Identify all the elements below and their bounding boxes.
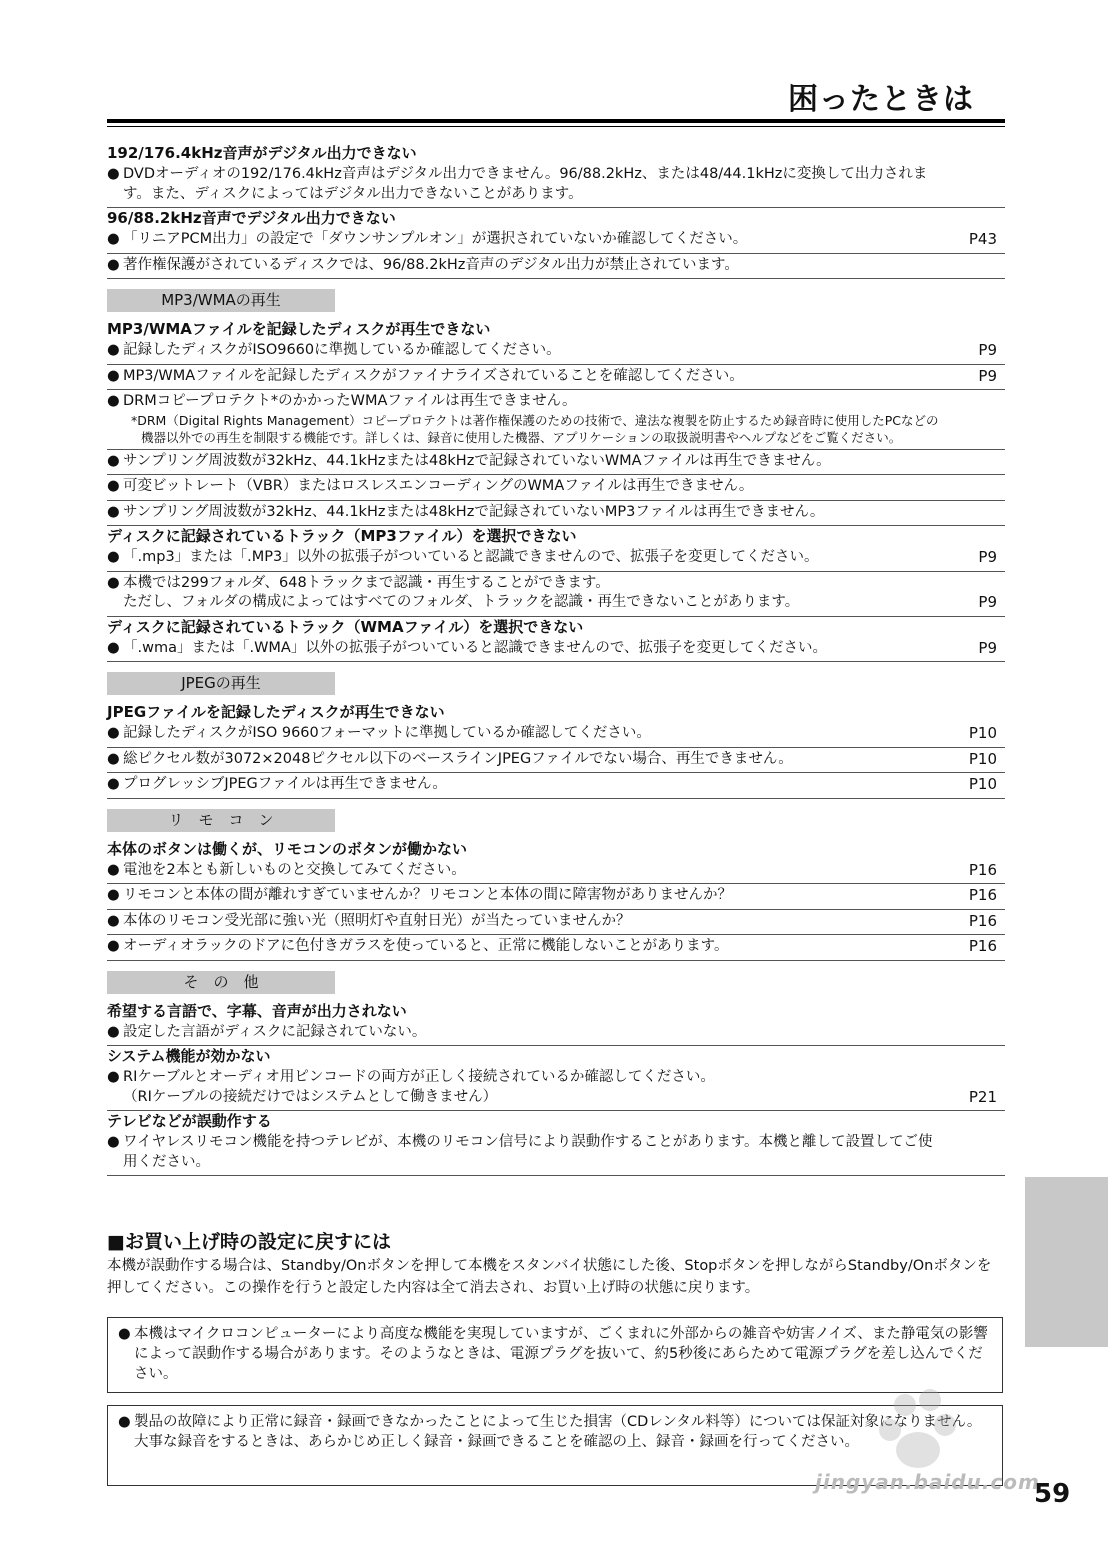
solution-row [107,748,1005,774]
page-reference: P10 [968,775,997,793]
solution-row [107,475,1005,501]
issue-heading: MP3/WMAファイルを記録したディスクが再生できない [107,320,491,338]
bullet-icon: ● [107,231,120,247]
solution-text: 「.wma」または「.WMA」以外の拡張子がついていると認識できませんので、拡張子を変更してください。 [123,639,828,656]
solution-text-block [107,367,947,387]
solution-row [107,501,1005,527]
solution-text: サンプリング周波数が32kHz、44.1kHzまたは48kHzで記録されていないWMAファイルは再生できません。 [123,452,831,469]
bullet-icon: ● [107,912,120,929]
bullet-icon: ● [107,166,120,182]
solution-text: RIケーブルとオーディオ用ピンコードの両方が正しく接続されているか確認してください。 [123,1069,715,1085]
solution-text-block [107,503,947,523]
solution-row [107,773,1005,799]
solution-text: 総ピクセル数が3072×2048ピクセル以下のベースラインJPEGファイルでない場合、再生できません。 [123,750,793,767]
page-title: 困ったときは [788,82,974,117]
solution-row [107,365,1005,391]
solution-text-block [107,861,947,881]
bullet-icon: ● [107,639,120,656]
solution-text: 記録したディスクがISO 9660フォーマットに準拠しているか確認してください。 [123,725,651,741]
solution-text: 本体のリモコン受光部に強い光（照明灯や直射日光）が当たっていませんか？ [123,912,631,929]
bullet-icon: ● [107,393,120,409]
page-reference: P10 [968,724,997,742]
reset-title: ■お買い上げ時の設定に戻すには [107,1231,391,1253]
solution-text: 本機では299フォルダ、648トラックまで認識・再生することができます。 [123,574,610,591]
solution-text: 「リニアPCM出力」の設定で「ダウンサンプルオン」が選択されていないか確認してください。 [123,231,748,247]
solution-row [107,1066,1005,1111]
page-reference: P43 [968,230,997,248]
solution-text-block [107,1023,947,1043]
page-reference: P9 [978,593,997,611]
solution-text: DRMコピープロテクト*のかかったWMAファイルは再生できません。 [123,393,577,409]
reset-body: 本機が誤動作する場合は、Standby/Onボタンを押して本機をスタンバイ状態にした後、Stopボタンを押しながらStandby/Onボタンを押してください。この操作を行うと設定した内容は全て消去され、お買い上げ時の状態に戻ります。 [107,1258,992,1296]
bullet-icon: ● [107,725,120,741]
solution-text-block [107,574,947,613]
bullet-icon: ● [107,549,120,565]
solution-text-block [107,886,947,906]
page-reference: P9 [978,341,997,359]
page-reference: P10 [968,749,997,768]
solution-text-continued: （RIケーブルの接続だけではシステムとして働きません） [123,1088,498,1105]
solution-text-block [107,256,947,276]
solution-text: プログレッシブJPEGファイルは再生できません。 [123,776,447,792]
solution-text: ワイヤレスリモコン機能を持つテレビが、本機のリモコン信号により誤動作することがあります。本機と離して設置してご使用ください。 [123,1134,933,1170]
issue-heading: 192/176.4kHz音声がデジタル出力できない [107,144,417,162]
solution-text: 著作権保護がされているディスクでは、96/88.2kHz音声のデジタル出力が禁止されています。 [123,256,739,273]
bullet-icon: ● [107,256,120,273]
bullet-icon: ● [107,1134,120,1150]
page-reference: P21 [968,1087,997,1106]
solution-text-block [107,937,947,957]
solution-text-block [107,341,947,361]
issue [107,209,1005,279]
solution-text-block [107,724,947,744]
section-label: JPEGの再生 [107,672,335,695]
bullet-icon: ● [107,861,120,878]
footnote: *DRM（Digital Rights Management）コピープロテクトは著作権保護のための技術で、違法な複製を防止するため録音時に使用したPCなどの機器以外での再生を制限する機能です。詳しくは、録音に使用した機器、アプリケーションの取扱説明書やヘルプなどをご覧ください。 [131,412,939,445]
bullet-icon: ● [107,887,120,903]
title-rule [107,119,1005,123]
bullet-icon: ● [107,367,120,384]
page-reference: P16 [968,911,997,930]
section-label: MP3/WMAの再生 [107,289,335,312]
section-label: そ の 他 [107,971,335,994]
notice-text: 製品の故障により正常に録音・録画できなかったことによって生じた損害（CDレンタル料等）については保証対象になりません。大事な録音をするときは、あらかじめ正しく録音・録画できることを確認の上、録音・録画を行ってください。 [134,1414,982,1450]
bullet-icon: ● [107,478,120,494]
issue [107,618,1005,663]
solution-text: 「.mp3」または「.MP3」以外の拡張子がついていると認識できませんので、拡張子を変更してください。 [123,549,819,565]
page-reference: P16 [968,937,997,955]
bullet-icon: ● [107,342,120,358]
troubleshooting-content [107,143,1005,1176]
issue [107,840,1005,961]
issue-heading: 希望する言語で、字幕、音声が出力されない [107,1001,407,1020]
solution-row [107,1131,1005,1176]
issue [107,1002,1005,1047]
issue-heading: ディスクに記録されているトラック（MP3ファイル）を選択できない [107,527,577,545]
solution-row [107,390,1005,450]
side-tab [1025,1177,1108,1347]
notice-box-malfunction: ● 本機はマイクロコンピューターにより高度な機能を実現していますが、ごくまれに外部からの雑音や妨害ノイズ、また静電気の影響によって誤動作する場合があります。そのようなときは、電源プラグを抜いて、約5秒後にあらためて電源プラグを差し込んでください。 [107,1317,1003,1393]
bullet-icon: ● [107,1069,120,1085]
issue [107,1047,1005,1111]
issue [107,1112,1005,1176]
notice-text: 本機はマイクロコンピューターにより高度な機能を実現していますが、ごくまれに外部からの雑音や妨害ノイズ、また静電気の影響によって誤動作する場合があります。そのようなときは、電源プラグを抜いて、約5秒後にあらためて電源プラグを差し込んでください。 [134,1326,988,1382]
section-label: リ モ コ ン [107,809,335,832]
issue [107,527,1005,617]
solution-text: 可変ビットレート（VBR）またはロスレスエンコーディングのWMAファイルは再生できません。 [123,478,754,494]
solution-text-block [107,1133,947,1172]
issue [107,144,1005,208]
notice-box-warranty: ● 製品の故障により正常に録音・録画できなかったことによって生じた損害（CDレンタル料等）については保証対象になりません。大事な録音をするときは、あらかじめ正しく録音・録画できることを確認の上、録音・録画を行ってください。 [107,1405,1003,1486]
issue-heading: テレビなどが誤動作する [107,1112,272,1130]
solution-text-block [107,775,947,795]
solution-row [107,450,1005,476]
bullet-icon: ● [107,776,120,792]
page-reference: P9 [978,366,997,385]
page-reference: P16 [968,860,997,879]
solution-text: 設定した言語がディスクに記録されていない。 [123,1023,427,1040]
issue-heading: 本体のボタンは働くが、リモコンのボタンが働かない [107,839,468,858]
solution-row [107,884,1005,910]
solution-text-block [107,750,947,770]
solution-text-block [107,912,947,932]
bullet-icon: ● [107,574,120,591]
solution-text: オーディオラックのドアに色付きガラスを使っていると、正常に機能しないことがあります。 [123,938,729,954]
issue [107,703,1005,799]
solution-row [107,228,1005,254]
bullet-icon: ● [107,938,120,954]
solution-row [107,163,1005,208]
issue-heading: 96/88.2kHz音声でデジタル出力できない [107,209,396,227]
bullet-icon: ● [107,452,120,469]
solution-text: サンプリング周波数が32kHz、44.1kHzまたは48kHzで記録されていないMP3ファイルは再生できません。 [123,503,825,520]
solution-text-block [107,165,947,204]
solution-row [107,254,1005,280]
solution-row [107,859,1005,885]
bullet-icon: ● [107,1023,120,1040]
issue-heading: JPEGファイルを記録したディスクが再生できない [107,703,445,721]
bullet-icon: ● [107,750,120,767]
issue-heading: システム機能が効かない [107,1047,271,1065]
solution-row [107,1021,1005,1047]
solution-text-block [107,452,947,472]
solution-text-block [107,230,947,250]
solution-row [107,339,1005,365]
page-reference: P9 [978,638,997,657]
solution-text-block [107,392,947,446]
solution-row [107,637,1005,663]
watermark-text: jingyan.baidu.com [815,1470,1040,1494]
solution-text-block [107,548,947,568]
issue [107,320,1005,526]
solution-text: 記録したディスクがISO9660に準拠しているか確認してください。 [123,342,561,358]
solution-text: リモコンと本体の間が離れすぎていませんか？リモコンと本体の間に障害物がありませんか？ [123,887,732,903]
page-reference: P16 [968,886,997,904]
solution-text-block [107,639,947,659]
solution-text-block [107,477,947,497]
title-rule-thin [107,126,1005,127]
solution-text-continued: ただし、フォルダの構成によってはすべてのフォルダ、トラックを認識・再生できないことがあります。 [123,594,800,610]
solution-row [107,572,1005,617]
solution-text: DVDオーディオの192/176.4kHz音声はデジタル出力できません。96/88.2kHz、または48/44.1kHzに変換して出力されます。また、ディスクによってはデジタル出力できないことがあります。 [123,166,928,202]
solution-text: MP3/WMAファイルを記録したディスクがファイナライズされていることを確認してください。 [123,367,744,384]
solution-row [107,722,1005,748]
solution-text-block [107,1068,947,1107]
bullet-icon: ● [107,503,120,520]
solution-row [107,546,1005,572]
issue-heading: ディスクに記録されているトラック（WMAファイル）を選択できない [107,617,584,636]
page-number: 59 [1034,1479,1071,1509]
page-reference: P9 [978,548,997,566]
solution-row [107,910,1005,936]
solution-text: 電池を2本とも新しいものと交換してみてください。 [123,861,466,878]
solution-row [107,935,1005,961]
